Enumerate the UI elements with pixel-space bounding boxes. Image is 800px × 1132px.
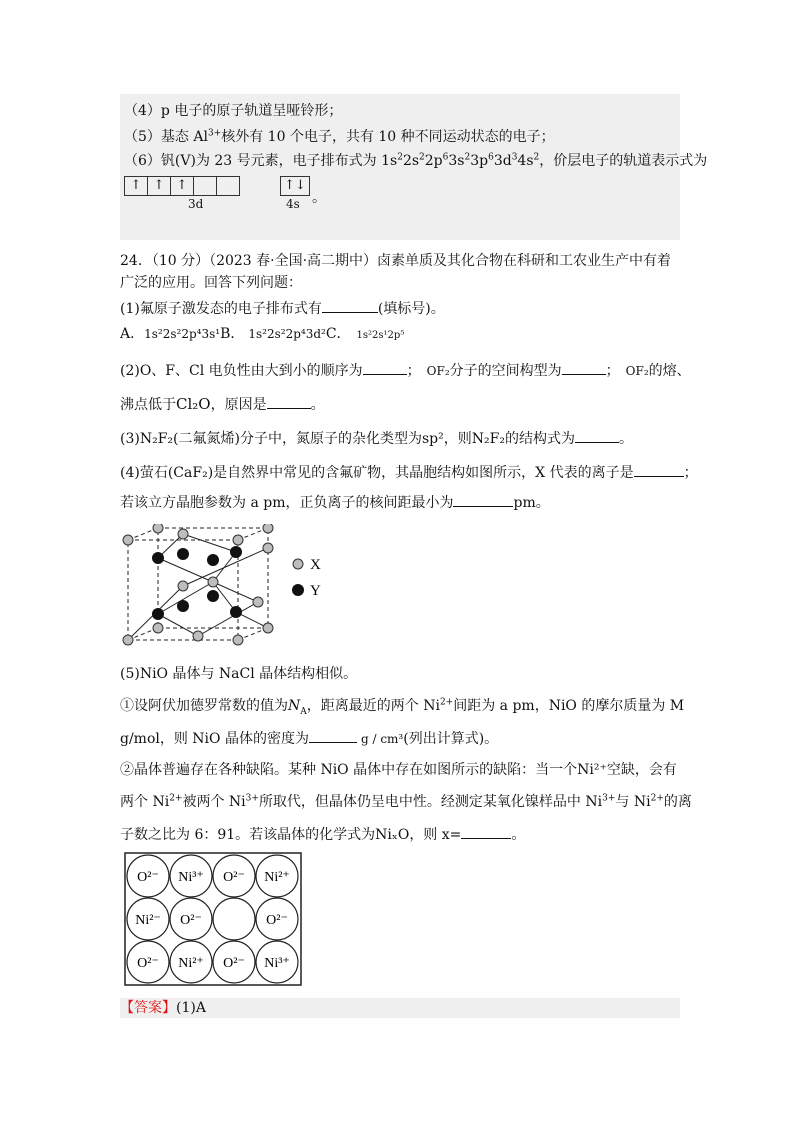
orbital-diagram-4s [280,176,310,196]
x-ion [123,535,133,545]
answer-blank[interactable] [575,428,619,443]
orbital-diagram-3d [124,176,240,196]
q24-part-5a-cont: g/mol，则 NiO 晶体的密度为 g / cm³(列出计算式)。 [120,728,498,749]
ion-label: Ni²⁻ [135,913,161,928]
orbital-cell [216,176,240,196]
ion-label: O²⁻ [266,913,288,928]
box-line-5: （5）基态 $Al^{3+}$核外有 10 个电子，共有 10 种不同运动状态的电子； [124,128,555,145]
legend-x-label: X [310,557,321,573]
q24-part-1: (1)氟原子激发态的电子排布式有 (填标号)。 [120,298,445,319]
q24-options: A．1s²2s²2p⁴3s¹B． 1s²2s²2p⁴3d²C． 1s²2s¹2p⁵ [120,326,405,342]
x-ion [153,623,163,633]
answer-blank[interactable] [322,298,378,313]
ion-label: O²⁻ [137,956,159,971]
legend-y-label: Y [310,583,321,599]
ion-label: O²⁻ [137,870,159,885]
box-line-6: （6）钒(V)为 23 号元素，电子排布式为 $1s^22s^22p^63s^23p^63d^34s^2$，价层电子的轨道表示式为 [124,152,708,169]
nio-defect-figure [124,852,304,988]
y-ion [230,546,242,558]
answer-blank[interactable] [562,360,606,375]
label-3d: 3d [188,197,204,211]
answer-blank[interactable] [309,728,357,743]
legend-x-marker [293,559,303,569]
y-ion [207,590,219,602]
x-ion [178,529,188,539]
q24-part-5a: ①设阿伏加德罗常数的值为$N_A$，距离最近的两个 $Ni^{2+}$间距为 a pm，NiO 的摩尔质量为 M [120,697,685,717]
legend-y-marker [292,584,304,596]
answer-tag: 【答案】 [120,1000,176,1016]
answer-line [120,998,206,1018]
answer-blank[interactable] [461,824,511,839]
answer-blank[interactable] [453,492,513,507]
orbital-cell: ↑↓ [280,176,310,196]
answer-blank[interactable] [267,394,311,409]
q24-part-4-cont: 若该立方晶胞参数为 a pm，正负离子的核间距最小为 pm。 [120,492,550,513]
orbital-cell: ↑ [147,176,170,196]
q24-part-3: (3)N₂F₂(二氟氮烯)分子中，氮原子的杂化类型为sp²，则N₂F₂的结构式为 。 [120,428,633,449]
box-line-4: （4）p 电子的原子轨道呈哑铃形； [124,103,343,119]
x-ion [233,635,243,645]
ion-label: Ni²⁺ [178,956,204,971]
label-4s: 4s [286,197,300,211]
fluorite-unit-cell-figure [118,524,338,654]
ion-label: Ni³⁺ [264,956,290,971]
q24-part-2-cont: 沸点低于Cl₂O，原因是 。 [120,395,325,413]
ion-label: O²⁻ [180,913,202,928]
q24-part-4: (4)萤石(CaF₂)是自然界中常见的含氟矿物，其晶胞结构如图所示，X 代表的离子是 ； [120,462,698,483]
x-ion [153,524,163,533]
ion-label: O²⁻ [223,956,245,971]
y-ion [152,552,164,564]
answer-blank[interactable] [634,462,684,477]
x-ion [263,524,273,533]
orbital-cell: ↑ [124,176,147,196]
y-ion [177,548,189,560]
q24-part-2: (2)O、F、Cl 电负性由大到小的顺序为 ； OF₂分子的空间构型为 ； OF₂的熔、 [120,360,691,381]
answer-text: (1)A [176,1000,206,1016]
question-24-header-cont: 广泛的应用。回答下列问题： [120,275,302,291]
x-ion [178,581,188,591]
y-ion [152,608,164,620]
x-ion [208,577,218,587]
question-24-header: 24．（10 分）（2023 春·全国·高二期中）卤素单质及其化合物在科研和工农业生产中有着 [120,253,672,269]
period: 。 [312,190,326,206]
q24-part-5b-cont2: 子数之比为 6：91。若该晶体的化学式为NiₓO，则 x= 。 [120,824,525,845]
x-ion [263,543,273,553]
orbital-cell [193,176,216,196]
x-ion [123,635,133,645]
answer-blank[interactable] [363,360,407,375]
ion-label: Ni³⁺ [178,870,204,885]
y-ion [207,554,219,566]
ion-label: Ni²⁺ [264,870,290,885]
y-ion [230,606,242,618]
q24-part-5b: ②晶体普遍存在各种缺陷。某种 NiO 晶体中存在如图所示的缺陷：当一个Ni²⁺空缺，会有 [120,762,677,778]
q24-part-5b-cont1: 两个 $Ni^{2+}$被两个 $Ni^{3+}$所取代，但晶体仍呈电中性。经测定某氧化镍样品中 $Ni^{3+}$与 $Ni^{2+}$的离 [120,793,692,810]
ion-label: O²⁻ [223,870,245,885]
y-ion [177,600,189,612]
x-ion [253,597,263,607]
x-ion [193,631,203,641]
x-ion [233,535,243,545]
x-ion [263,623,273,633]
q24-part-5: (5)NiO 晶体与 NaCl 晶体结构相似。 [120,666,358,682]
orbital-cell: ↑ [170,176,193,196]
